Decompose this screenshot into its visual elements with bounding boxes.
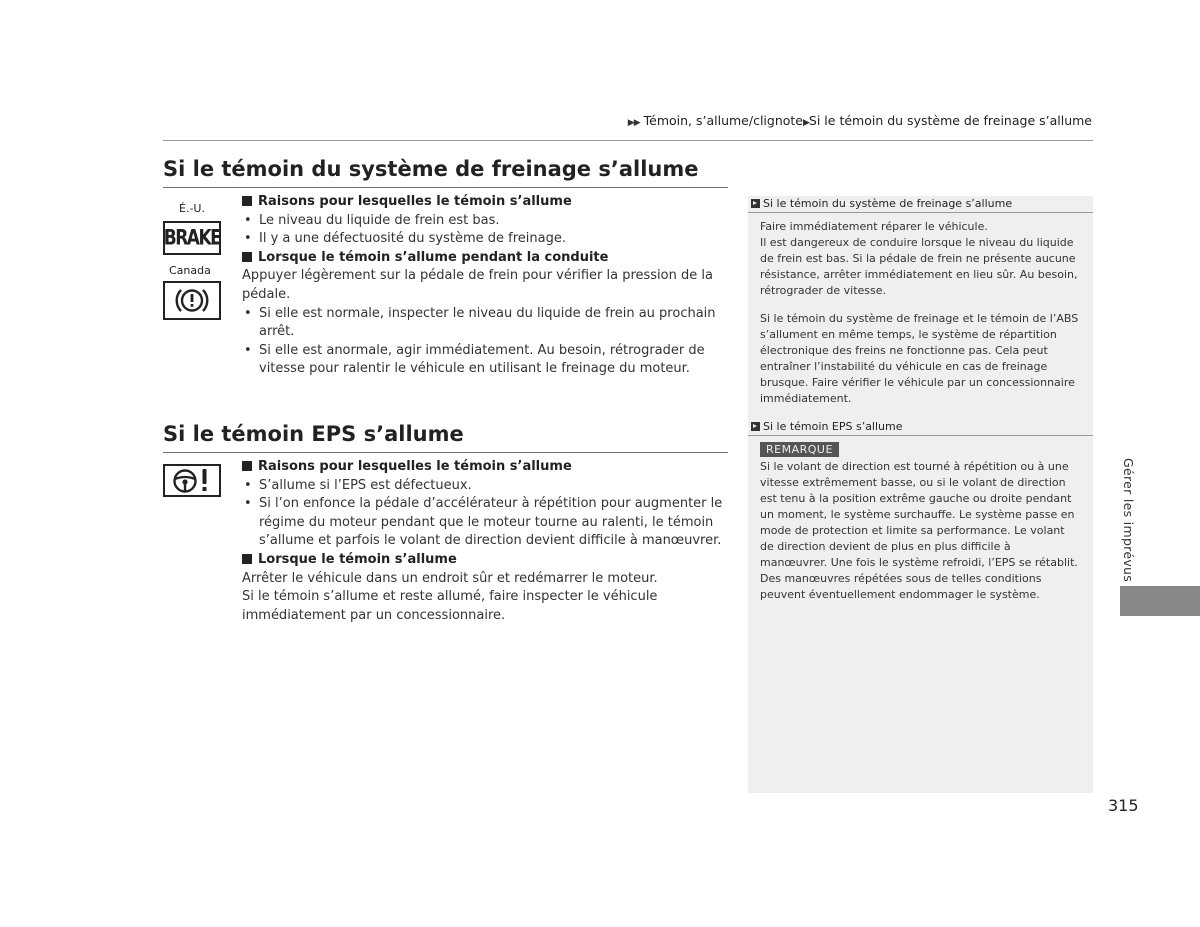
square-bullet-icon xyxy=(242,196,252,206)
brake-warning-icon xyxy=(163,221,221,255)
breadcrumb-part1: Témoin, s’allume/clignote xyxy=(643,113,803,128)
list-item: • Le niveau du liquide de frein est bas. xyxy=(242,212,728,231)
note-heading-eps: Si le témoin EPS s’allume xyxy=(748,419,1093,436)
section-rule xyxy=(163,187,728,188)
section-title-brake: Si le témoin du système de freinage s’allume xyxy=(163,157,699,181)
brake-driving-heading: Lorsque le témoin s’allume pendant la conduite xyxy=(242,249,728,268)
note-body-brake xyxy=(748,213,1093,407)
note-heading-brake: Si le témoin du système de freinage s’allume xyxy=(748,196,1093,213)
remark-badge: REMARQUE xyxy=(760,442,839,457)
chapter-tab-label: Gérer les imprévus xyxy=(1121,458,1136,583)
brake-instruction: Appuyer légèrement sur la pédale de frein pour vérifier la pression de la pédale. xyxy=(242,268,713,302)
note-paragraph: Si le témoin du système de freinage et le témoin de l’ABS s’allument en même temps, le système de répartition électronique des freins ne fonctionne pas. Cela peut entraîner l’instabilité du véhicule en cas de freinage brusque. Faire vérifier le véhicule par un concessionnaire immédiatement. xyxy=(760,312,1079,405)
eps-reasons-heading: Raisons pour lesquelles le témoin s’allume xyxy=(242,458,728,477)
eps-warning-icon xyxy=(163,464,221,497)
eps-content xyxy=(242,458,728,625)
eps-instruction-1: Arrêter le véhicule dans un endroit sûr et redémarrer le moteur. xyxy=(242,570,658,586)
note-paragraph: Faire immédiatement réparer le véhicule. Il est dangereux de conduire lorsque le niveau du liquide de frein est bas. Si la pédale de frein ne présente aucune résistance, arrêter immédiatement en lieu sûr. Au besoin, rétrograder de vitesse. xyxy=(760,220,1078,297)
breadcrumb xyxy=(628,113,1092,128)
breadcrumb-arrow-icon: ▶ xyxy=(803,118,809,128)
eps-on-heading: Lorsque le témoin s’allume xyxy=(242,551,728,570)
brake-text: BRAKE xyxy=(163,225,221,251)
sidebar-notes xyxy=(748,196,1093,793)
label-canada: Canada xyxy=(169,264,211,277)
brake-circle-icon xyxy=(165,283,219,318)
list-item: • Si elle est anormale, agir immédiatement. Au besoin, rétrograder de vitesse pour ralentir le véhicule en utilisant le freinage du moteur. xyxy=(242,342,728,379)
breadcrumb-part2: Si le témoin du système de freinage s’allume xyxy=(808,113,1092,128)
header-divider xyxy=(163,140,1093,141)
square-bullet-icon xyxy=(242,252,252,262)
brake-reasons-heading: Raisons pour lesquelles le témoin s’allume xyxy=(242,193,728,212)
list-item: • Si elle est normale, inspecter le niveau du liquide de frein au prochain arrêt. xyxy=(242,305,728,342)
brake-content xyxy=(242,193,728,379)
eps-instruction-2: Si le témoin s’allume et reste allumé, faire inspecter le véhicule immédiatement par un concessionnaire. xyxy=(242,589,658,623)
note-body-eps xyxy=(748,457,1093,603)
list-item: • S’allume si l’EPS est défectueux. xyxy=(242,477,728,496)
breadcrumb-arrow-icon: ▶▶ xyxy=(627,118,640,128)
section-rule xyxy=(163,452,728,453)
list-item: • Il y a une défectuosité du système de freinage. xyxy=(242,230,728,249)
list-item: • Si l’on enfonce la pédale d’accélérateur à répétition pour augmenter le régime du moteur pendant que le moteur tourne au ralenti, le témoin s’allume et parfois le volant de direction devient difficile à manœuvrer. xyxy=(242,495,728,551)
brake-system-icon xyxy=(163,281,221,320)
note-marker-icon xyxy=(751,199,760,208)
square-bullet-icon xyxy=(242,461,252,471)
square-bullet-icon xyxy=(242,554,252,564)
note-paragraph: Si le volant de direction est tourné à répétition ou à une vitesse extrêmement basse, ou si le volant de direction est tenu à la position extrême gauche ou droite pendant un moment, le système surchauffe. Le système passe en mode de protection et limite sa performance. Le volant de direction devient de plus en plus difficile à manœuvrer. Une fois le système refroidi, l’EPS se rétablit. Des manœuvres répétées sous de telles conditions peuvent éventuellement endommager le système. xyxy=(760,460,1078,601)
label-us: É.-U. xyxy=(179,202,205,215)
note-marker-icon xyxy=(751,422,760,431)
chapter-tab-marker xyxy=(1120,586,1200,616)
steering-wheel-icon xyxy=(165,466,219,495)
section-title-eps: Si le témoin EPS s’allume xyxy=(163,422,464,446)
page-number: 315 xyxy=(1108,796,1139,815)
